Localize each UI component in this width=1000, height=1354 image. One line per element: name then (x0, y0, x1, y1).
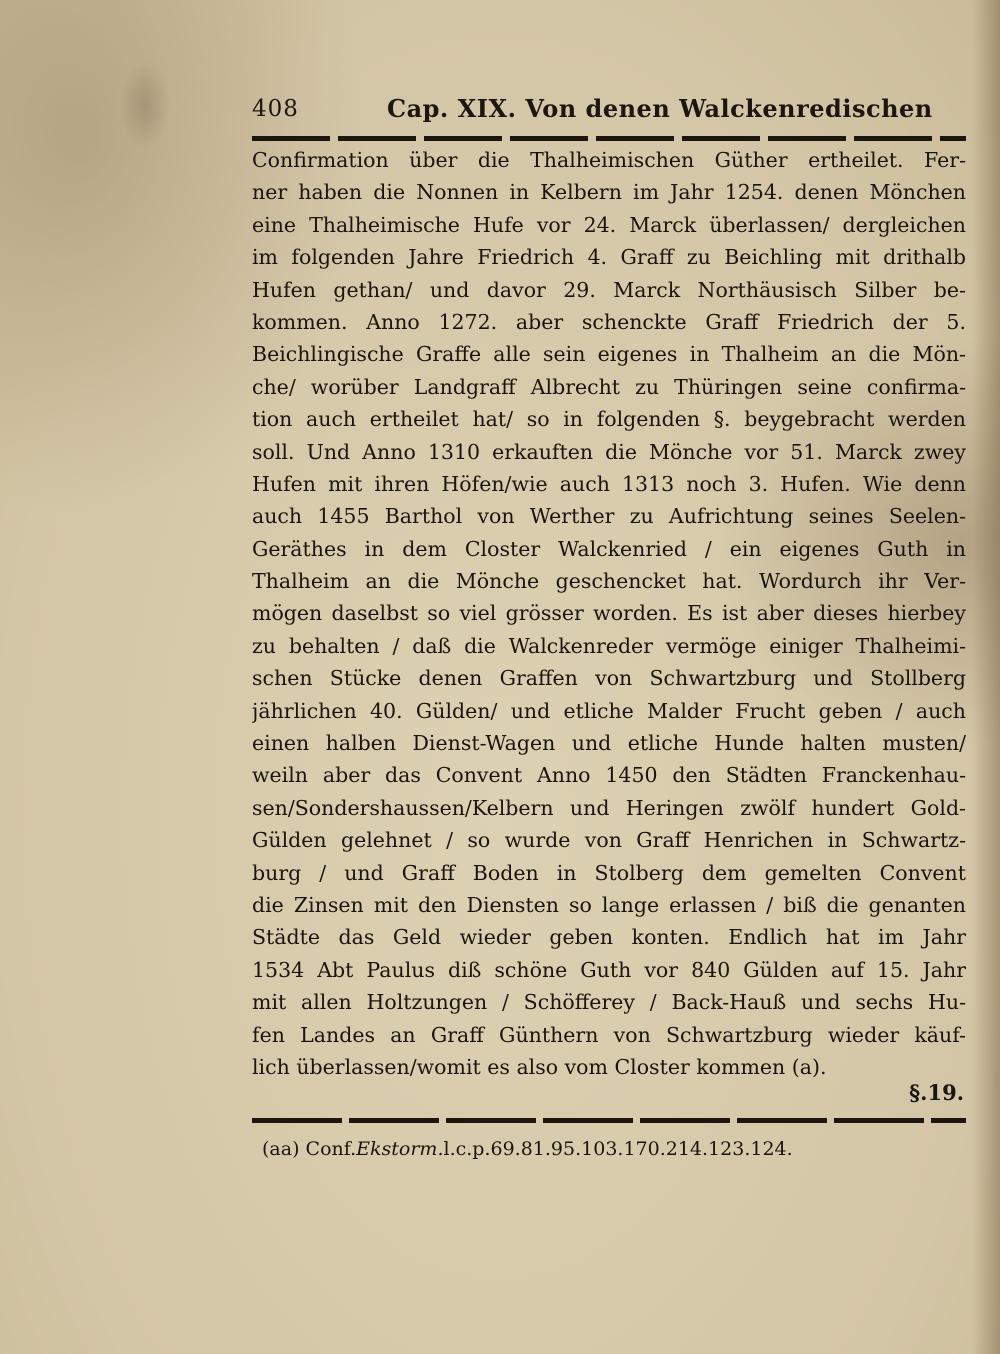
footnote-source: Ekstorm. (356, 1138, 444, 1160)
text-line: tion auch ertheilet hat/ so in folgenden §. beygebracht werden (252, 407, 966, 432)
running-head: Cap. XIX. Von denen Walckenredischen (387, 94, 933, 123)
text-line: Thalheim an die Mönche geschencket hat. Wordurch ihr Ver- (252, 569, 966, 594)
body-text (252, 144, 966, 1083)
text-line: mit allen Holtzungen / Schöfferey / Back-Hauß und sechs Hu- (252, 990, 966, 1015)
page-number: 408 (252, 96, 299, 122)
text-line: burg / und Graff Boden in Stolberg dem gemelten Convent (252, 860, 966, 885)
text-line: eine Thalheimische Hufe vor 24. Marck überlassen/ dergleichen (252, 212, 966, 237)
text-line: schen Stücke denen Graffen von Schwartzburg und Stollberg (252, 666, 966, 691)
text-line: lich überlassen/womit es also vom Closter kommen (a). (252, 1054, 827, 1079)
header-rule (252, 136, 966, 141)
text-line: mögen daselbst so viel grösser worden. Es ist aber dieses hierbey (252, 601, 966, 626)
page-edge-shadow (972, 0, 1000, 1354)
text-line: Beichlingische Graffe alle sein eigenes in Thalheim an die Mön- (252, 342, 966, 367)
text-line: sen/Sondershaussen/Kelbern und Heringen zwölf hundert Gold- (252, 795, 966, 820)
page-header (252, 92, 967, 132)
text-line: auch 1455 Barthol von Werther zu Aufrichtung seines Seelen- (252, 504, 966, 529)
footnote-prefix: Conf. (305, 1138, 357, 1160)
text-line: Hufen mit ihren Höfen/wie auch 1313 noch 3. Hufen. Wie denn (252, 471, 966, 496)
paper-stain (120, 60, 170, 150)
text-line: che/ worüber Landgraff Albrecht zu Thüringen seine confirma- (252, 374, 966, 399)
text-line: jährlichen 40. Gülden/ und etliche Malder Frucht geben / auch (252, 698, 966, 723)
text-line: Hufen gethan/ und davor 29. Marck Northäusisch Silber be- (252, 277, 966, 302)
text-line: Geräthes in dem Closter Walckenried / ein eigenes Guth in (252, 536, 966, 561)
text-line: fen Landes an Graff Günthern von Schwartzburg wieder käuf- (252, 1022, 966, 1047)
catchword: §.19. (909, 1080, 964, 1105)
text-line: Confirmation über die Thalheimischen Güther ertheilet. Fer- (252, 148, 966, 172)
footnote-marker: (aa) (262, 1138, 300, 1160)
footnote-reference: l.c.p.69.81.95.103.170.214.123.124. (443, 1138, 793, 1160)
footnote-rule (252, 1118, 966, 1123)
text-line: soll. Und Anno 1310 erkauften die Mönche vor 51. Marck zwey (252, 439, 966, 464)
text-line: kommen. Anno 1272. aber schenckte Graff Friedrich der 5. (252, 309, 966, 334)
text-line: zu behalten / daß die Walckenreder vermöge einiger Thalheimi- (252, 633, 966, 658)
text-line: Gülden gelehnet / so wurde von Graff Henrichen in Schwartz- (252, 828, 966, 853)
footnote (262, 1138, 793, 1160)
text-line: ner haben die Nonnen in Kelbern im Jahr 1254. denen Mönchen (252, 180, 966, 205)
text-line: die Zinsen mit den Diensten so lange erlassen / biß die genanten (252, 892, 966, 917)
text-line: 1534 Abt Paulus diß schöne Guth vor 840 Gülden auf 15. Jahr (252, 957, 966, 982)
text-line: Städte das Geld wieder geben konten. Endlich hat im Jahr (252, 925, 966, 950)
text-line: einen halben Dienst-Wagen und etliche Hunde halten musten/ (252, 731, 966, 756)
text-line: im folgenden Jahre Friedrich 4. Graff zu Beichling mit drithalb (252, 245, 966, 270)
text-line: weiln aber das Convent Anno 1450 den Städten Franckenhau- (252, 763, 966, 788)
